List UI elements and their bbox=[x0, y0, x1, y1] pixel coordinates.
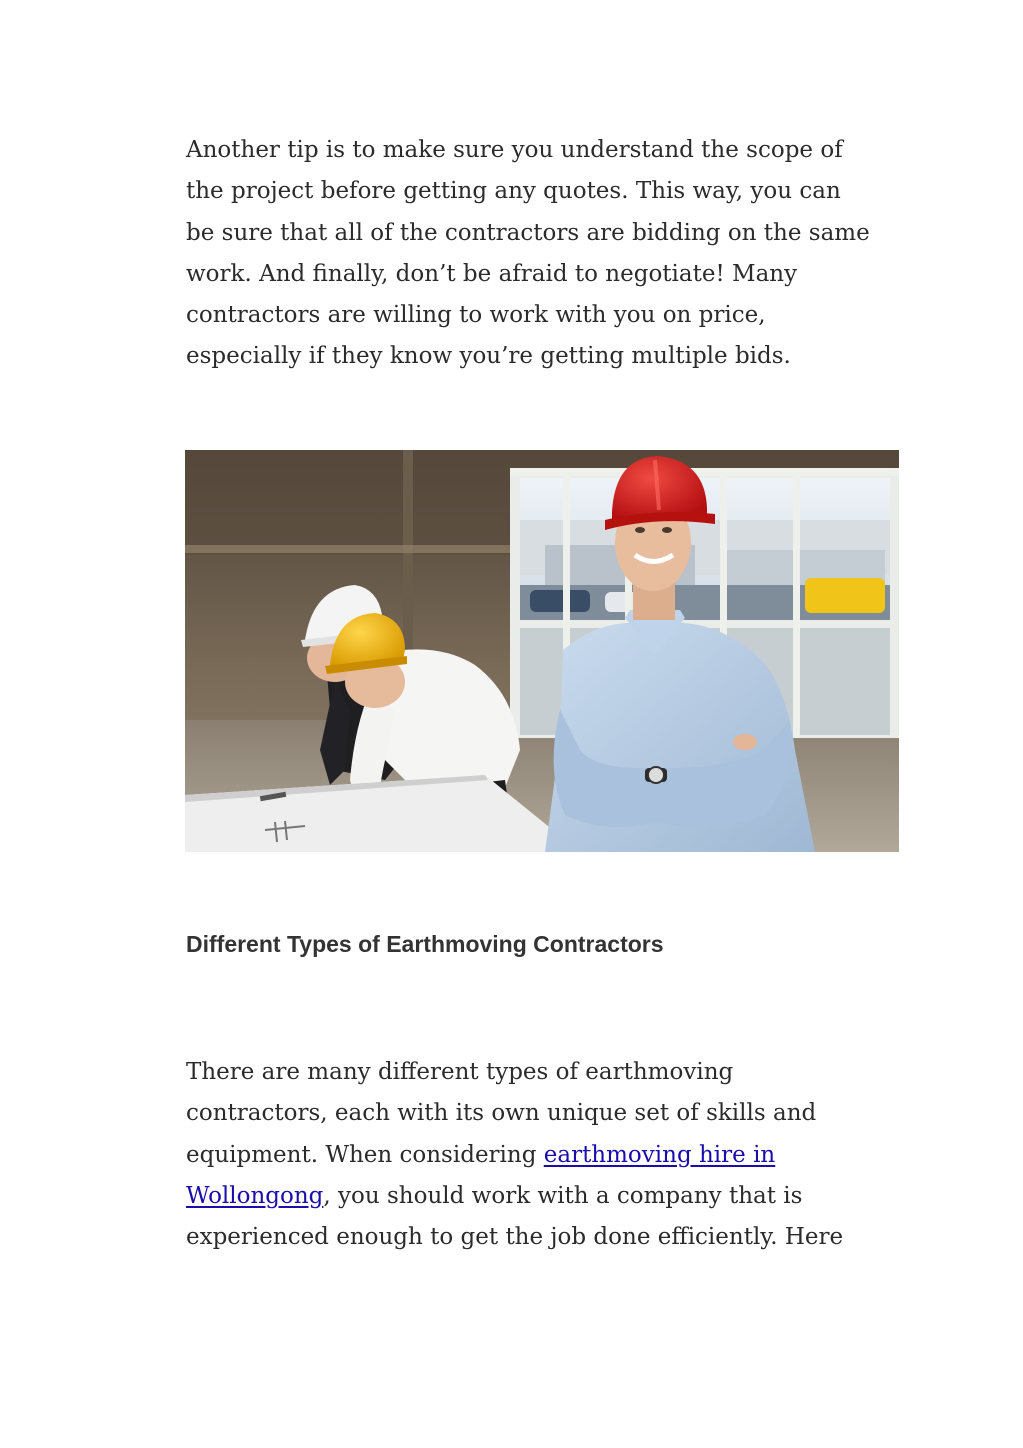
earthmoving-hire-link[interactable]: earthmoving hire in bbox=[543, 1141, 776, 1168]
body-line bbox=[186, 1135, 866, 1176]
intro-line: contractors are willing to work with you on price, bbox=[186, 302, 766, 329]
contractors-photo bbox=[185, 450, 899, 852]
body-text: equipment. When considering bbox=[186, 1141, 544, 1168]
body-line: contractors, each with its own unique set of skills and bbox=[186, 1100, 817, 1127]
section-heading: Different Types of Earthmoving Contractors bbox=[186, 931, 664, 957]
intro-line: the project before getting any quotes. This way, you can bbox=[186, 178, 841, 205]
body-paragraph bbox=[186, 1052, 866, 1258]
body-line bbox=[186, 1176, 866, 1217]
body-line: experienced enough to get the job done efficiently. Here bbox=[186, 1224, 844, 1251]
body-text: , you should work with a company that is bbox=[323, 1182, 803, 1209]
intro-line: Another tip is to make sure you understand the scope of bbox=[186, 137, 843, 163]
earthmoving-hire-link-continued[interactable]: Wollongong bbox=[186, 1182, 324, 1209]
intro-paragraph bbox=[186, 130, 870, 378]
intro-line: work. And finally, don’t be afraid to negotiate! Many bbox=[186, 260, 798, 287]
intro-line: especially if they know you’re getting multiple bids. bbox=[186, 343, 791, 370]
body-line: There are many different types of earthmoving bbox=[186, 1059, 734, 1085]
intro-line: be sure that all of the contractors are bidding on the same bbox=[186, 219, 870, 246]
